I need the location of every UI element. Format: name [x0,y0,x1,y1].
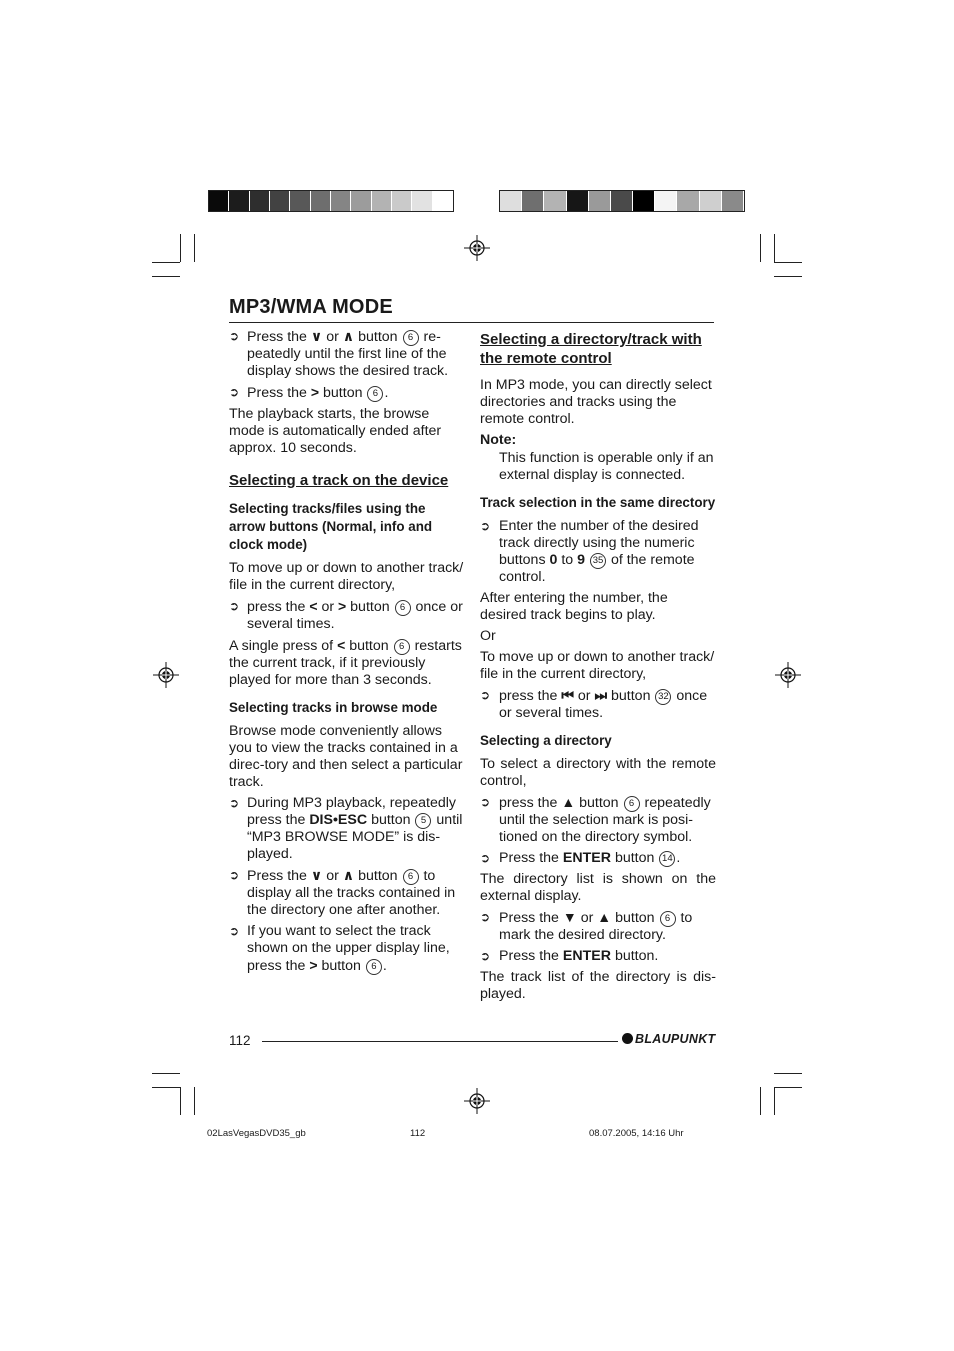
color-swatch [500,191,522,211]
skip-next-icon: ⏭ [594,687,608,703]
color-swatch [372,191,392,211]
step-arrow-icon: ➲ [229,329,240,343]
button-number-badge: 6 [367,386,383,402]
button-number-badge: 5 [415,813,431,829]
color-swatch [522,191,544,211]
button-number-badge: 14 [659,851,675,867]
crop-mark [152,1073,180,1074]
up-triangle-icon: ▲ [597,909,612,925]
color-swatch [270,191,290,211]
step-arrow-icon: ➲ [480,910,491,924]
paragraph: In MP3 mode, you can directly select directories and tracks using the remote control. [480,377,712,427]
paragraph: After entering the number, the desired track begins to play. [480,590,668,623]
brand-logo: BLAUPUNKT [622,1032,715,1046]
instruction-step: ➲ Press the ENTER button 14 . [480,850,681,866]
color-swatch [250,191,270,211]
instruction-step: ➲ press the ▲ button 6 repeatedly until the selection mark is posi-tioned on the directory symbol. [480,794,711,845]
color-swatch [567,191,589,211]
registration-mark-icon [464,235,490,261]
subsection-heading: Selecting a directory [480,733,612,748]
paragraph: To move up or down to another track/ file in the current directory, [229,560,464,593]
crop-mark [774,1073,802,1074]
instruction-step: ➲ If you want to select the track shown on the upper display line, press the > button 6 . [229,923,450,974]
step-arrow-icon: ➲ [229,868,240,882]
button-number-badge: 6 [624,796,640,812]
crop-mark [774,262,802,263]
step-arrow-icon: ➲ [229,599,240,613]
button-number-badge: 32 [655,689,671,705]
crop-mark [774,1087,775,1115]
crop-mark [774,276,802,277]
paragraph: To select a directory with the remote control, [480,756,716,789]
color-swatch [351,191,371,211]
registration-mark-icon [153,662,179,688]
instruction-step: ➲ Press the ▼ or ▲ button 6 to mark the desired directory. [480,909,693,943]
color-swatch [311,191,331,211]
crop-mark [774,234,775,262]
color-swatch [331,191,351,211]
button-number-badge: 6 [660,911,676,927]
page-title: MP3/WMA MODE [229,296,393,318]
color-swatch [209,191,229,211]
instruction-step: ➲ During MP3 playback, repeatedly press the DIS•ESC button 5 until “MP3 BROWSE MODE” is dis-played. [229,795,463,862]
paragraph: Browse mode conveniently allows you to view the tracks contained in a direc-tory and then select a particular track. [229,723,463,790]
color-swatch [700,191,722,211]
crop-mark [180,1087,181,1115]
down-triangle-icon: ▼ [562,909,577,925]
instruction-step: ➲ press the ⏮ or ⏭ button 32 once or several times. [480,687,708,721]
color-swatch [722,191,744,211]
up-chevron-icon: ∧ [342,867,355,883]
section-heading: Selecting a track on the device [229,472,449,489]
instruction-step: ➲ Press the ∨ or ∧ button 6 to display all the tracks contained in the directory one after another. [229,867,456,918]
color-swatch [392,191,412,211]
page-number: 112 [229,1033,251,1048]
crop-mark [152,262,180,263]
color-swatch [229,191,249,211]
step-arrow-icon: ➲ [229,385,240,399]
crop-mark [152,1087,180,1088]
left-column [229,328,465,979]
instruction-step: ➲ press the < or > button 6 once or several times. [229,598,463,632]
slug-page: 112 [410,1128,426,1139]
color-calibration-bar-right [499,190,745,212]
step-arrow-icon: ➲ [229,924,240,938]
color-swatch [433,191,453,211]
step-arrow-icon: ➲ [480,949,491,963]
color-swatch [677,191,699,211]
registration-mark-icon [775,662,801,688]
step-arrow-icon: ➲ [480,795,491,809]
right-column [480,328,716,1007]
color-swatch [412,191,432,211]
paragraph: The track list of the directory is dis-played. [480,969,716,1002]
button-number-badge: 35 [590,553,606,569]
left-chevron-icon: < [337,637,346,653]
paragraph: A single press of < button 6 restarts the current track, if it previously played for more than 3 seconds. [229,637,462,688]
color-swatch [544,191,566,211]
skip-previous-icon: ⏮ [561,687,574,703]
instruction-step: ➲ Press the ENTER button. [480,948,659,964]
up-triangle-icon: ▲ [561,794,576,810]
color-swatch [655,191,677,211]
right-chevron-icon: > [310,384,320,400]
button-number-badge: 6 [395,600,411,616]
title-rule [229,322,714,323]
down-chevron-icon: ∨ [310,867,323,883]
paragraph: To move up or down to another track/ file in the current directory, [480,649,715,682]
subsection-heading: Track selection in the same directory [480,495,716,510]
button-number-badge: 6 [403,330,419,346]
note-text: This function is operable only if an external display is connected. [499,450,714,483]
crop-mark [180,234,181,262]
instruction-step: ➲ Enter the number of the desired track directly using the numeric buttons 0 to 9 35 of the remote control. [480,518,699,585]
right-chevron-icon: > [309,957,318,973]
instruction-step: ➲ Press the ∨ or ∧ button 6 re-peatedly until the first line of the display shows the desired track. [229,328,449,379]
up-chevron-icon: ∧ [342,328,355,344]
brand-dot-icon [622,1033,633,1044]
paragraph: The directory list is shown on the external display. [480,871,716,904]
footer-rule [262,1041,618,1042]
color-calibration-bar-left [208,190,454,212]
instruction-step: ➲ Press the > button 6 . [229,384,389,401]
button-number-badge: 6 [403,869,419,885]
down-chevron-icon: ∨ [310,328,323,344]
right-chevron-icon: > [338,598,347,614]
registration-mark-icon [464,1088,490,1114]
crop-mark [194,234,195,262]
paragraph: Or [480,628,496,644]
crop-mark [760,1087,761,1115]
note-label: Note: [480,432,517,448]
color-swatch [611,191,633,211]
section-heading: Selecting a directory/track with the remote control [480,331,702,367]
step-arrow-icon: ➲ [480,688,491,702]
crop-mark [760,234,761,262]
subsection-heading: Selecting tracks in browse mode [229,700,438,715]
subsection-heading: Selecting tracks/files using the arrow buttons (Normal, info and clock mode) [229,501,433,552]
crop-mark [774,1087,802,1088]
button-number-badge: 6 [366,959,382,975]
color-swatch [589,191,611,211]
step-arrow-icon: ➲ [480,851,491,865]
crop-mark [194,1087,195,1115]
step-arrow-icon: ➲ [480,519,491,533]
color-swatch [633,191,655,211]
paragraph: The playback starts, the browse mode is automatically ended after approx. 10 seconds. [229,406,442,456]
slug-filename: 02LasVegasDVD35_gb [207,1128,306,1139]
button-number-badge: 6 [394,639,410,655]
step-arrow-icon: ➲ [229,796,240,810]
crop-mark [152,276,180,277]
left-chevron-icon: < [309,598,318,614]
color-swatch [290,191,310,211]
slug-date: 08.07.2005, 14:16 Uhr [589,1128,684,1139]
